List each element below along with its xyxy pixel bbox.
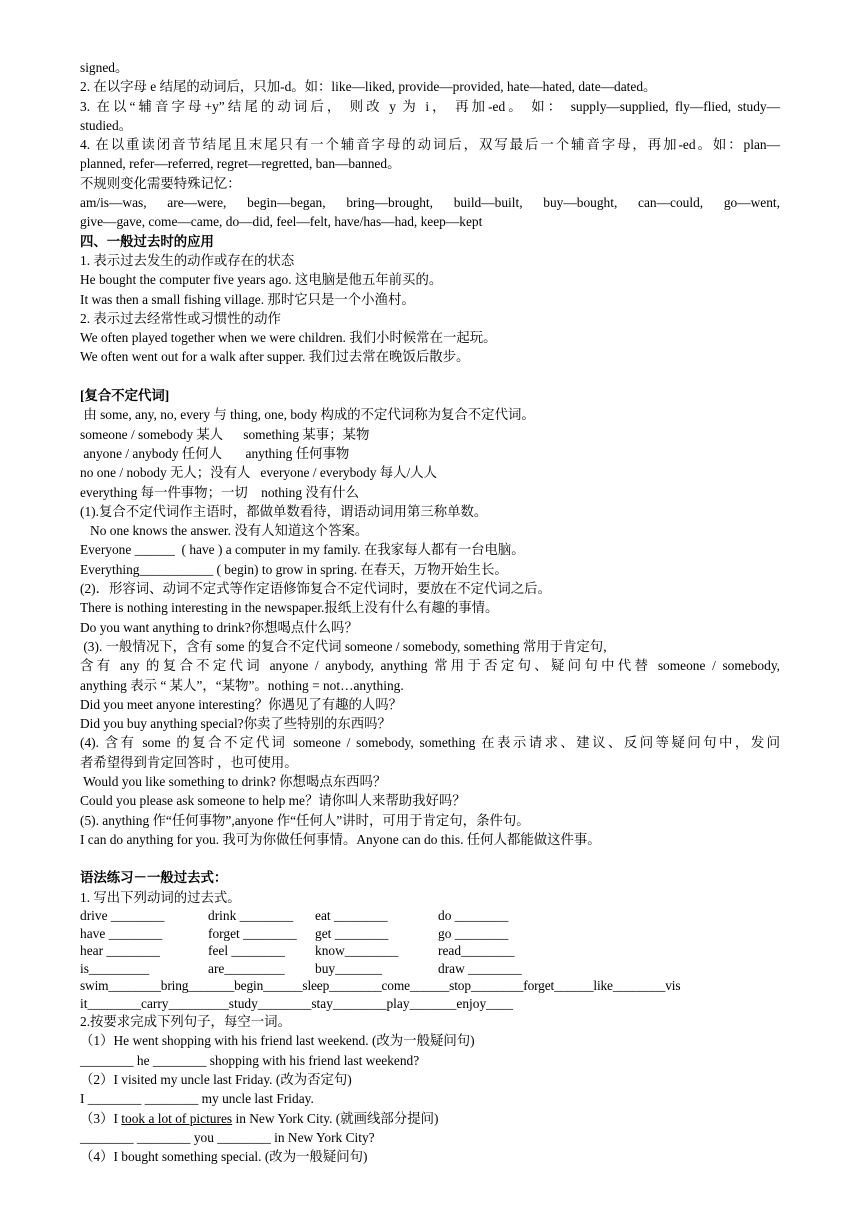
verb-blank: get ________ xyxy=(315,925,389,941)
text-line: no one / nobody 无人；没有人 everyone / everybody 每人/人人 xyxy=(80,465,438,481)
text-line: anyone / anybody 任何人 anything 任何事物 xyxy=(80,445,350,461)
verb-blank: feel ________ xyxy=(208,943,285,959)
verb-row-long: it________carry_________study________stay________play_______enjoy____ xyxy=(80,995,513,1011)
rule-4: (4). 含有 some 的复合不定代词 someone / somebody, something 在表示请求、建议、反问等疑问句中，发问 xyxy=(80,735,780,751)
document-page xyxy=(80,58,780,1166)
verb-blank: read________ xyxy=(438,943,515,959)
verb-blank: drink ________ xyxy=(208,908,294,924)
sentence-part: in New York City. (就画线部分提问) xyxy=(232,1110,439,1126)
section-heading: 语法练习－一般过去式： xyxy=(80,870,228,886)
sentence: （2）I visited my uncle last Friday. (改为否定句) xyxy=(80,1071,352,1087)
rule-4-cont: 者希望得到肯定回答时 ，也可使用。 xyxy=(80,754,298,770)
irregular-list-cont: give—gave, come—came, do—did, feel—felt, have/has—had, keep—kept xyxy=(80,214,483,230)
verb-row xyxy=(80,925,780,943)
example: Did you buy anything special?你卖了些特别的东西吗？ xyxy=(80,716,391,732)
answer-line: I ________ ________ my uncle last Friday. xyxy=(80,1091,314,1107)
answer-line: ________ he ________ shopping with his friend last weekend? xyxy=(80,1052,420,1068)
verb-blank: do ________ xyxy=(438,908,509,924)
answer-line: ________ ________ you ________ in New York City? xyxy=(80,1129,375,1145)
text-line: 由 some, any, no, every 与 thing, one, body 构成的不定代词称为复合不定代词。 xyxy=(80,407,535,423)
example: Could you please ask someone to help me？请你叫人来帮助我好吗？ xyxy=(80,793,466,809)
text-line: someone / somebody 某人 something 某事；某物 xyxy=(80,426,370,442)
sentence: （1）He went shopping with his friend last weekend. (改为一般疑问句) xyxy=(80,1033,475,1049)
verb-blank: know________ xyxy=(315,943,399,959)
section-heading: 四、一般过去时的应用 xyxy=(80,233,214,249)
example: I can do anything for you. 我可为你做任何事情。Anyone can do this. 任何人都能做这件事。 xyxy=(80,831,601,847)
rule-3-cont: studied。 xyxy=(80,117,133,133)
text-line: signed。 xyxy=(80,60,129,75)
verb-blank: hear ________ xyxy=(80,943,160,959)
example: We often went out for a walk after supper. 我们过去常在晚饭后散步。 xyxy=(80,349,470,365)
rule-3: 3. 在以“辅音字母+y”结尾的动词后， 则改 y 为 i， 再加-ed。 如： supply—supplied, fly—flied, study— xyxy=(80,98,780,114)
verb-blank: go ________ xyxy=(438,925,509,941)
rule-2: (2)．形容词、动词不定式等作定语修饰复合不定代词时，要放在不定代词之后。 xyxy=(80,581,551,597)
verb-blank: eat ________ xyxy=(315,908,388,924)
verb-row xyxy=(80,907,780,925)
rule-4: 4. 在以重读闭音节结尾且末尾只有一个辅音字母的动词后，双写最后一个辅音字母，再加-ed。如：plan— xyxy=(80,137,780,153)
example: He bought the computer five years ago. 这电脑是他五年前买的。 xyxy=(80,272,443,288)
verb-blank: buy_______ xyxy=(315,960,382,976)
verb-blank: is_________ xyxy=(80,960,150,976)
usage-2: 2. 表示过去经常性或习惯性的动作 xyxy=(80,310,281,326)
rule-4-cont: planned, refer—referred, regret—regretted, ban—banned。 xyxy=(80,156,401,172)
verb-blank: forget ________ xyxy=(208,925,297,941)
question-1: 1. 写出下列动词的过去式。 xyxy=(80,889,241,905)
example: There is nothing interesting in the newspaper.报纸上没有什么有趣的事情。 xyxy=(80,600,499,616)
irregular-list: am/is—was, are—were, begin—began, bring—brought, build—built, buy—bought, can—could, go—went, xyxy=(80,195,780,211)
text-line: everything 每一件事物；一切 nothing 没有什么 xyxy=(80,484,359,500)
sentence xyxy=(80,1109,780,1128)
verb-blank: draw ________ xyxy=(438,960,522,976)
example: Would you like something to drink? 你想喝点东西吗？ xyxy=(80,773,387,789)
rule-3-cont: anything 表示 “ 某人”，“某物”。nothing = not…anything. xyxy=(80,677,404,693)
section-heading: [复合不定代词] xyxy=(80,388,170,404)
verb-blank: drive ________ xyxy=(80,908,165,924)
verb-row xyxy=(80,960,780,978)
example: Do you want anything to drink?你想喝点什么吗？ xyxy=(80,619,358,635)
rule-2: 2. 在以字母 e 结尾的动词后，只加-d。如：like—liked, provide—provided, hate—hated, date—dated。 xyxy=(80,79,657,95)
verb-blank: have ________ xyxy=(80,925,163,941)
rule-3-cont: 含有 any 的复合不定代词 anyone / anybody, anything 常用于否定句、疑问句中代替 someone / somebody, xyxy=(80,658,780,674)
example: We often played together when we were children. 我们小时候常在一起玩。 xyxy=(80,330,497,346)
usage-1: 1. 表示过去发生的动作或存在的状态 xyxy=(80,252,295,268)
rule-1: (1).复合不定代词作主语时，都做单数看待，谓语动词用第三称单数。 xyxy=(80,503,488,519)
verb-blank: are_________ xyxy=(208,960,285,976)
verb-row xyxy=(80,942,780,960)
example: It was then a small fishing village. 那时它只是一个小渔村。 xyxy=(80,291,415,307)
rule-5: (5). anything 作“任何事物”,anyone 作“任何人”讲时，可用于肯定句，条件句。 xyxy=(80,812,530,828)
verb-row-long: swim________bring_______begin______sleep________come______stop________forget______like________vis xyxy=(80,978,681,994)
exercise: Everyone ______ ( have ) a computer in my family. 在我家每人都有一台电脑。 xyxy=(80,542,525,558)
example: No one knows the answer. 没有人知道这个答案。 xyxy=(80,523,369,539)
underlined-phrase: took a lot of pictures xyxy=(121,1110,233,1126)
question-2: 2.按要求完成下列句子，每空一词。 xyxy=(80,1014,291,1030)
rule-3: (3). 一般情况下，含有 some 的复合不定代词 someone / somebody, something 常用于肯定句, xyxy=(80,638,607,654)
sentence-part: （3）I xyxy=(80,1110,122,1126)
exercise: Everything___________ ( begin) to grow in spring. 在春天，万物开始生长。 xyxy=(80,561,508,577)
irregular-note: 不规则变化需要特殊记忆： xyxy=(80,175,241,191)
sentence: （4）I bought something special. (改为一般疑问句) xyxy=(80,1149,368,1165)
example: Did you meet anyone interesting？你遇见了有趣的人吗？ xyxy=(80,696,403,712)
